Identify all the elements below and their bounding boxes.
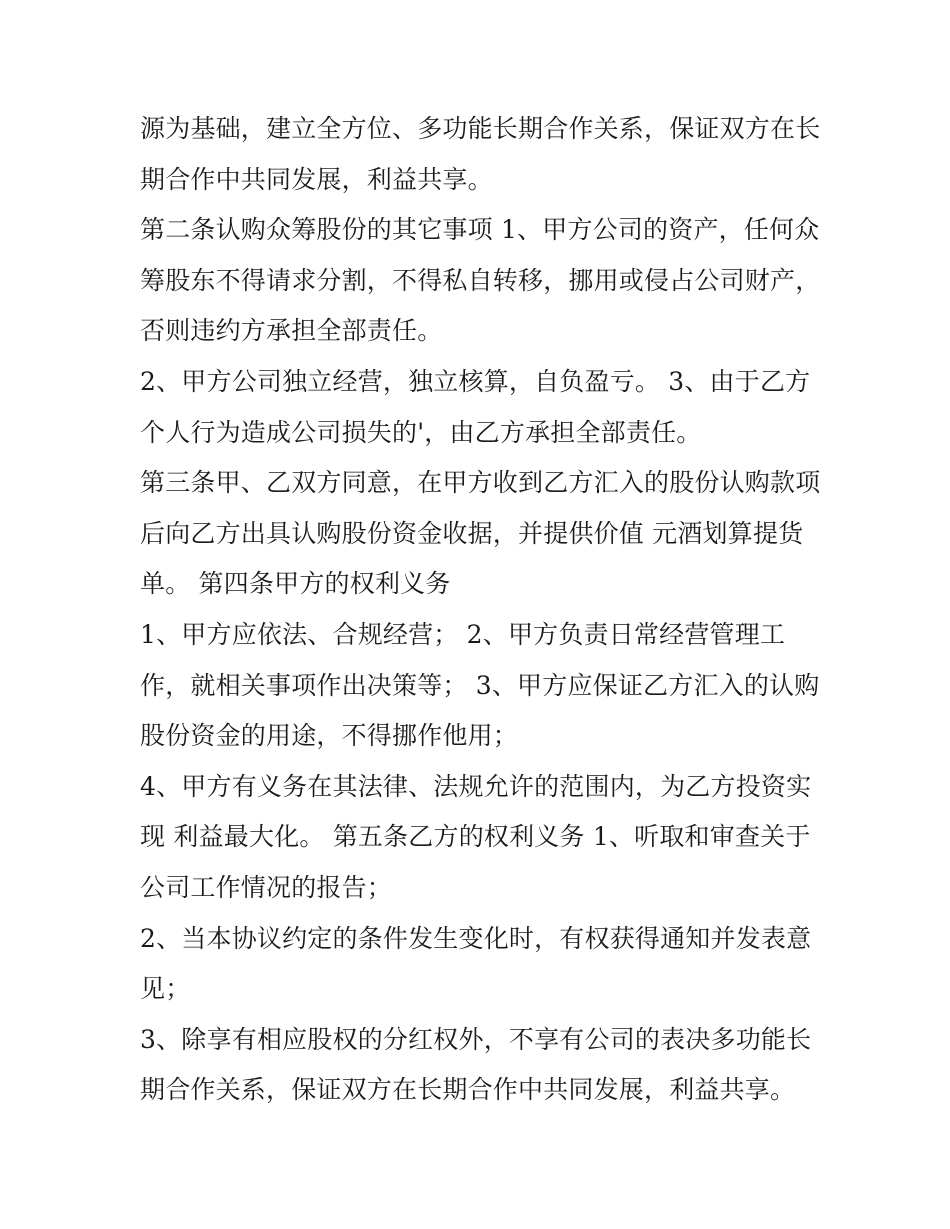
text-line-8: 第三条甲、乙双方同意，在甲方收到乙方汇入的股份认购款项 xyxy=(140,468,821,498)
text-line-19: 3、除享有相应股权的分红权外，不享有公司的表决多功能长 xyxy=(140,1024,812,1054)
text-line-9: 后向乙方出具认购股份资金收据，并提供价值 元酒划算提货 xyxy=(140,518,804,548)
text-line-2: 期合作中共同发展，利益共享。 xyxy=(140,164,493,194)
text-line-3: 第二条认购众筹股份的其它事项 1、甲方公司的资产，任何众 xyxy=(140,215,820,245)
text-line-18: 见； xyxy=(140,974,191,1004)
text-line-6: 2、甲方公司独立经营，独立核算，自负盈亏。 3、由于乙方 xyxy=(140,366,811,396)
text-line-14: 4、甲方有义务在其法律、法规允许的范围内，为乙方投资实 xyxy=(140,771,812,801)
text-line-12: 作，就相关事项作出决策等； 3、甲方应保证乙方汇入的认购 xyxy=(140,670,820,700)
text-line-16: 公司工作情况的报告； xyxy=(140,872,393,902)
text-line-15: 现 利益最大化。 第五条乙方的权利义务 1、听取和审查关于 xyxy=(140,822,811,852)
text-line-20: 期合作关系，保证双方在长期合作中共同发展，利益共享。 xyxy=(140,1075,796,1105)
text-line-11: 1、甲方应依法、合规经营； 2、甲方负责日常经营管理工 xyxy=(140,619,786,649)
text-line-1: 源为基础，建立全方位、多功能长期合作关系，保证双方在长 xyxy=(140,114,821,143)
text-line-7: 个人行为造成公司损失的'，由乙方承担全部责任。 xyxy=(140,417,702,447)
text-line-17: 2、当本协议约定的条件发生变化时，有权获得通知并发表意 xyxy=(140,923,812,953)
text-line-5: 否则违约方承担全部责任。 xyxy=(140,316,443,346)
text-line-4: 筹股东不得请求分割，不得私自转移，挪用或侵占公司财产， xyxy=(140,265,821,295)
text-line-13: 股份资金的用途，不得挪作他用； xyxy=(140,721,519,751)
text-line-10: 单。 第四条甲方的权利义务 xyxy=(140,569,451,599)
document-body xyxy=(140,104,830,1116)
